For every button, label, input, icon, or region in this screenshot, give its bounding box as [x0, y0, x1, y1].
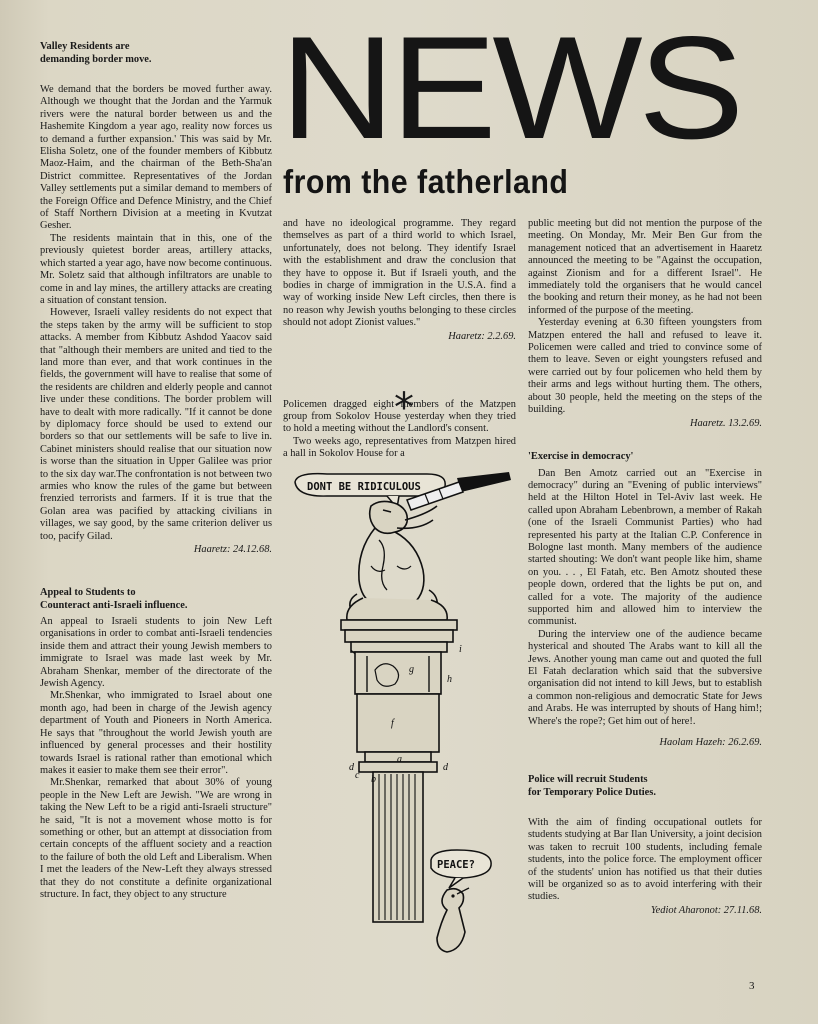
cartoon-illustration [287, 470, 519, 960]
article-source: Haaretz: 24.12.68. [193, 544, 272, 556]
speech-bubble-bottom [431, 850, 491, 888]
article-paragraph: The residents maintain that in this, one of the previously quietest border areas, artillery attacks, which started a year ago, have now become continuous. Mr. Soletz said that although infiltrators are unable to come in and lay mines, the artillery attacks are creating a situation of constant tension. [40, 232, 272, 306]
column-shaft [373, 772, 423, 922]
letter-label: g [409, 664, 414, 675]
article-heading: demanding border move. [40, 54, 152, 65]
letter-label: c [355, 770, 360, 781]
article-heading: for Temporary Police Duties. [528, 787, 656, 799]
bubble-top-text: DONT BE RIDICULOUS [307, 481, 421, 493]
article-paragraph: We demand that the borders be moved further away. Although we thought that the Jordan and the Yarmuk rivers were the natural border between us and the Hashemite Kingdom a year ago, reality now forces us to demand a further expansion.' This was said by Mr. Elisha Soletz, one of the founder members of Kibbutz Maoz-Haim, and the chairman of the Beth-Sha'an District committee. Representatives of the Jordan Valley settlements put a similar demand to members of the Foreign Office and Defence Ministry, and the Chief of Staff Northern Division at a meeting in Kvutzat Gesher. [40, 84, 272, 232]
masthead-title: NEWS [280, 6, 740, 169]
article-heading: Police will recruit Students [528, 774, 648, 786]
article-paragraph: Yesterday evening at 6.30 fifteen youngsters from Matzpen entered the hall and refused to leave it. Policemen were called and tried to convince some of them to leave. Seven or eight youngsters refused and were carried out by four policemen who held them by their arms and legs without hurting them. The others, about 30 people, held the meeting on the steps of the building. [528, 317, 762, 416]
article-source: Haaretz. 13.2.69. [689, 417, 762, 429]
column-left [40, 40, 272, 901]
letter-label: d [349, 762, 354, 773]
column-right [528, 218, 762, 917]
section-separator-star: * [394, 385, 414, 431]
letter-label: b [371, 774, 376, 785]
bubble-bottom-text: PEACE? [437, 859, 475, 871]
article-paragraph: During the interview one of the audience became hysterical and shouted The Arabs want to kill all the Jews. Another young man came out and quoted the full El Fatah declaration which said that the subversive organisation did not intend to kill Jews, but to establish a common non-religious and democratic State for Jews and Arabs. He was interrupted by shouts of Hang him!; Where's the rope?; Get him out of here!. [528, 628, 762, 727]
monkey-figure [347, 501, 447, 620]
article-paragraph: However, Israeli valley residents do not expect that the steps taken by the army will be sufficient to stop attacks. A member from Kibbutz Ashdod Yaacov said that "although their members are united and tied to the land more than ever, and that work continues in the fields, the government will have to realise that some of the residents are children and elderly people and cannot live under these conditions. The border problem will have to dealt with more radically. "If it cannot be done by diplomacy force should be used to extend our borders so that our settlements will be safe to live in. Cabinet ministers should realise that our situation now is worse than the situation in Upper Galilee was prior to the six day war.The confrontation is not between two armies who know the rules of the game but between frenzied terrorists and farmers. If it is true that the Golan area was pacified by attacking civilians in villages, we say good, by the same criterion deliver us too, pacify Gilad. [40, 307, 272, 542]
article-paragraph: Two weeks ago, representatives from Matzpen hired a hall in Sokolov House for a [283, 435, 516, 460]
article-paragraph: Policemen dragged eight members of the Matzpen group from Sokolov House yesterday when they tried to hold a meeting without the Landlord's consent. [283, 398, 516, 435]
article-paragraph: Dan Ben Amotz carried out an "Exercise in democracy" during an "Evening of public interviews" held at the Hilton Hotel in Tel-Aviv last week. He called upon Abraham Lebenbrown, a member of Rakah (one of the Israeli Communist Parties) who had represented his party at the Italian C.P. Conference in Bologne last month. Many members of the audience started shouting: We don't want people like him, shame on you. . . , El Fatah, etc. Ben Amotz shouted these people down, ordered that the lights be put on, and called for a vote. The majority of the audience supported him and allowed him to interview the communist. [528, 467, 762, 628]
masthead-subtitle: from the fatherland [283, 163, 569, 200]
article-source: Haolam Hazeh: 26.2.69. [659, 737, 762, 749]
article-heading: Counteract anti-Israeli influence. [40, 600, 188, 612]
article-paragraph: public meeting but did not mention the purpose of the meeting. On Monday, Mr. Meir Ben Gur from the management noticed that an advertisement in Haaretz announced the meeting to be "Against the occupation, against Zionism and for a different Israel". He immediately told the organisers that he would cancel the booking and return their money, as he had not been informed of the purpose of the meeting. [528, 218, 762, 316]
page-number: 3 [749, 980, 755, 992]
article-heading: Valley Residents are [40, 41, 130, 52]
column-capital [341, 620, 457, 772]
letter-label: d [443, 762, 448, 773]
article-source: Haaretz: 2.2.69. [448, 330, 516, 342]
letter-label: a [397, 754, 402, 765]
article-paragraph: With the aim of finding occupational outlets for students studying at Bar Ilan University, a joint decision was taken to recruit 100 students, including female students, into the police force. The employment officer of the students' union has notified us that their duties will be organized so as to avoid interfering with their studies. [528, 817, 762, 903]
article-paragraph: and have no ideological programme. They regard themselves as part of a third world to which Israel, unfortunately, does not belong. They identify Israel with the establishment and draw the conclusion that they have to oppose it. But if Israeli youth, and the bodies in charge of immigration in the U.S.A. find a way of working inside New Left circles, then there is no reason why Jewish youths belonging to these circles should not adopt Zionist values." [283, 218, 516, 329]
article-heading: 'Exercise in democracy' [528, 450, 634, 462]
article-paragraph: Mr.Shenkar, who immigrated to Israel about one month ago, had been in charge of the Jewish agency department of Youth and Pioneers in North America. He says that "throughout the world Jewish youth are influenced by general processes and their hostility towards Israel is rational rather than emotional which makes it easier to make them see their error". [40, 690, 272, 776]
article-paragraph: Mr.Shenkar, remarked that about 30% of young people in the New Left are Jewish. "We are wrong in taking the New Left to be a rigid anti-Israeli structure" he said, "It is not a movement whose motto is for something or other, but an attempt at dissociation from certain concepts of the affluent society and a reaction to the failure of both the old Left and Liberalism. When I met the leaders of the New-Left they always stressed that they do not constitute a definite organizational structure. In fact, they object to any structure [40, 777, 272, 900]
letter-label: f [391, 718, 394, 729]
letter-label: i [459, 644, 462, 655]
letter-label: h [447, 674, 452, 685]
article-source: Yediot Aharonot: 27.11.68. [650, 904, 762, 916]
article-paragraph: An appeal to Israeli students to join New Left organisations in order to combat anti-Israeli tendencies inside them and attract their young Jewish members to immigrate to Israel was made last week by Mr. Abraham Shenkar, member of the directorate of the Jewish Agency. [40, 616, 272, 690]
article-heading: Appeal to Students to [40, 587, 136, 599]
small-creature [437, 888, 469, 952]
